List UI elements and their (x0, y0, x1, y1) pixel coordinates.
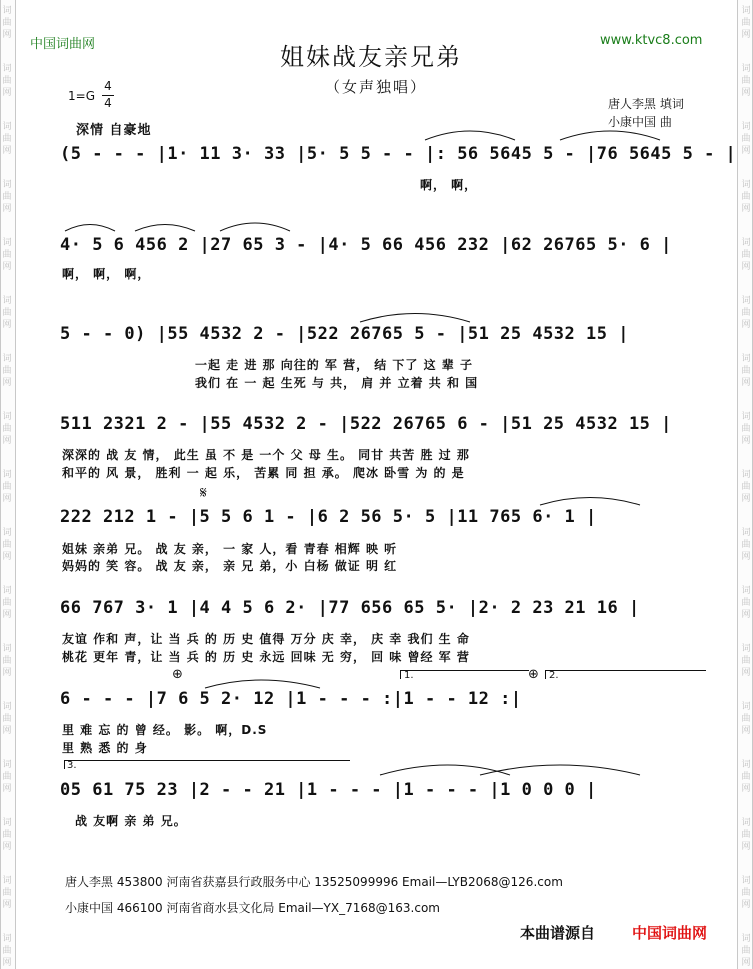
tempo-marking: 深情 自豪地 (76, 123, 152, 138)
watermark-char: 词 (2, 412, 12, 422)
watermark-char: 词 (2, 470, 12, 480)
watermark-char: 词 (741, 644, 751, 654)
time-signature-top: 4 (104, 79, 112, 93)
coda-sign-2: ⊕ (528, 667, 539, 682)
watermark-char: 词 (741, 586, 751, 596)
watermark-char: 网 (2, 552, 12, 562)
watermark-char: 词 (2, 180, 12, 190)
watermark-char: 曲 (2, 772, 12, 782)
watermark-char: 网 (741, 726, 751, 736)
watermark-char: 词 (2, 818, 12, 828)
lyric-row-6-line-2: 桃花 更年 青，让 当 兵 的 历 史 永远 回味 无 穷， 回 味 曾经 军 营 (62, 650, 470, 664)
watermark-char: 曲 (741, 714, 751, 724)
composer-credit: 小康中国 曲 (608, 115, 672, 129)
watermark-char: 词 (2, 238, 12, 248)
watermark-char: 网 (741, 320, 751, 330)
watermark-char: 词 (741, 818, 751, 828)
watermark-char: 网 (2, 262, 12, 272)
watermark-char: 网 (2, 436, 12, 446)
song-subtitle: （女声独唱） (325, 78, 428, 96)
watermark-char: 曲 (741, 424, 751, 434)
watermark-char: 网 (741, 88, 751, 98)
watermark-char: 网 (2, 30, 12, 40)
watermark-char: 词 (2, 6, 12, 16)
watermark-char: 词 (741, 64, 751, 74)
watermark-char: 曲 (2, 250, 12, 260)
lyric-row-8-line-1: 战 友啊 亲 弟 兄。 (75, 814, 187, 828)
watermark-char: 曲 (2, 366, 12, 376)
watermark-char: 曲 (2, 540, 12, 550)
lyric-row-2-line-1: 啊， 啊， 啊， (62, 267, 151, 281)
lyric-row-5-line-2: 妈妈的 笑 容。 战 友 亲， 亲 兄 弟，小 白杨 做证 明 红 (62, 559, 398, 573)
watermark-char: 网 (2, 668, 12, 678)
watermark-char: 网 (741, 552, 751, 562)
watermark-char: 曲 (2, 76, 12, 86)
watermark-char: 词 (2, 122, 12, 132)
watermark-char: 网 (741, 668, 751, 678)
watermark-char: 网 (741, 436, 751, 446)
watermark-char: 网 (2, 320, 12, 330)
lyric-row-3-line-1: 一起 走 进 那 向往的 军 营， 结 下了 这 辈 子 (195, 358, 473, 372)
watermark-char: 网 (741, 784, 751, 794)
watermark-char: 网 (741, 378, 751, 388)
contact-composer: 小康中国 466100 河南省商水县文化局 Email—YX_7168@163.com (65, 901, 440, 915)
first-ending-number: 1. (404, 670, 414, 681)
site-url-right[interactable]: www.ktvc8.com (600, 33, 703, 48)
notation-row-2: 4· 5 6 456 2 |27 65 3 - |4· 5 66 456 232 |62 26765 5· 6 | (60, 235, 672, 255)
lyric-row-7-line-1: 里 难 忘 的 曾 经。 影。 啊，D.S (62, 723, 268, 737)
lyric-row-6-line-1: 友谊 作和 声，让 当 兵 的 历 史 值得 万分 庆 幸， 庆 幸 我们 生 命 (62, 632, 470, 646)
watermark-char: 曲 (741, 482, 751, 492)
watermark-char: 曲 (2, 888, 12, 898)
source-label: 本曲谱源自 (520, 924, 596, 942)
watermark-char: 网 (2, 88, 12, 98)
watermark-char: 曲 (2, 18, 12, 28)
watermark-char: 词 (741, 528, 751, 538)
watermark-char: 曲 (741, 656, 751, 666)
watermark-char: 曲 (741, 192, 751, 202)
watermark-char: 词 (2, 702, 12, 712)
watermark-char: 词 (741, 760, 751, 770)
key-signature: 1=G (68, 89, 95, 103)
watermark-char: 词 (741, 470, 751, 480)
lyric-row-1-line-1: 啊， 啊， (420, 178, 478, 192)
watermark-char: 词 (741, 354, 751, 364)
watermark-char: 词 (741, 702, 751, 712)
watermark-char: 曲 (741, 308, 751, 318)
song-title: 姐妹战友亲兄弟 (280, 43, 462, 71)
watermark-char: 网 (2, 146, 12, 156)
watermark-char: 曲 (2, 830, 12, 840)
notation-row-3: 5 - - 0) |55 4532 2 - |522 26765 5 - |51 25 4532 15 | (60, 324, 629, 344)
watermark-char: 网 (741, 30, 751, 40)
watermark-char: 词 (741, 876, 751, 886)
watermark-char: 网 (741, 958, 751, 968)
watermark-char: 网 (741, 610, 751, 620)
watermark-char: 曲 (2, 308, 12, 318)
watermark-char: 曲 (741, 366, 751, 376)
notation-row-6: 66 767 3· 1 |4 4 5 6 2· |77 656 65 5· |2· 2 23 21 16 | (60, 598, 640, 618)
watermark-char: 词 (2, 876, 12, 886)
watermark-char: 曲 (2, 134, 12, 144)
coda-sign-1: ⊕ (172, 667, 183, 682)
watermark-char: 曲 (2, 192, 12, 202)
watermark-char: 词 (741, 412, 751, 422)
watermark-char: 词 (2, 934, 12, 944)
watermark-char: 曲 (2, 714, 12, 724)
notation-row-8: 05 61 75 23 |2 - - 21 |1 - - - |1 - - - |1 0 0 0 | (60, 780, 597, 800)
watermark-char: 网 (2, 378, 12, 388)
watermark-char: 曲 (741, 250, 751, 260)
watermark-char: 网 (741, 494, 751, 504)
third-ending-number: 3. (67, 760, 77, 771)
watermark-char: 词 (2, 64, 12, 74)
watermark-char: 曲 (741, 540, 751, 550)
segno-sign: 𝄋 (200, 483, 207, 502)
watermark-char: 网 (741, 842, 751, 852)
watermark-char: 词 (2, 644, 12, 654)
lyric-row-4-line-1: 深深的 战 友 情， 此生 虽 不 是 一个 父 母 生。 同甘 共苦 胜 过 那 (62, 448, 470, 462)
watermark-char: 网 (2, 726, 12, 736)
watermark-char: 曲 (741, 772, 751, 782)
notation-row-4: 511 2321 2 - |55 4532 2 - |522 26765 6 - |51 25 4532 15 | (60, 414, 672, 434)
watermark-char: 词 (2, 760, 12, 770)
watermark-char: 网 (2, 958, 12, 968)
watermark-char: 词 (2, 528, 12, 538)
watermark-char: 曲 (2, 946, 12, 956)
watermark-char: 网 (741, 204, 751, 214)
watermark-char: 词 (2, 296, 12, 306)
watermark-char: 曲 (2, 424, 12, 434)
watermark-char: 网 (2, 494, 12, 504)
watermark-char: 网 (2, 204, 12, 214)
watermark-char: 词 (741, 180, 751, 190)
watermark-char: 词 (741, 122, 751, 132)
watermark-char: 网 (2, 610, 12, 620)
lyric-row-4-line-2: 和平的 风 景， 胜利 一 起 乐， 苦累 同 担 承。 爬冰 卧雪 为 的 是 (62, 466, 465, 480)
source-site-link[interactable]: 中国词曲网 (632, 924, 708, 942)
watermark-char: 词 (741, 296, 751, 306)
contact-lyricist: 唐人李黑 453800 河南省获嘉县行政服务中心 13525099996 Email—LYB2068@126.com (65, 875, 563, 889)
lyric-row-5-line-1: 姐妹 亲弟 兄。 战 友 亲， 一 家 人，看 青春 相辉 映 听 (62, 542, 398, 556)
notation-row-5: 222 212 1 - |5 5 6 1 - |6 2 56 5· 5 |11 765 6· 1 | (60, 507, 597, 527)
watermark-char: 曲 (741, 946, 751, 956)
watermark-char: 网 (741, 262, 751, 272)
site-name-left[interactable]: 中国词曲网 (30, 37, 96, 52)
watermark-char: 曲 (741, 76, 751, 86)
watermark-char: 词 (741, 238, 751, 248)
watermark-char: 网 (2, 900, 12, 910)
watermark-char: 网 (2, 784, 12, 794)
notation-row-1: (5 - - - |1· 11 3· 33 |5· 5 5 - - |: 56 5645 5 - |76 5645 5 - | (60, 144, 737, 164)
watermark-char: 曲 (2, 482, 12, 492)
watermark-char: 曲 (741, 598, 751, 608)
lyricist-credit: 唐人李黑 填词 (608, 97, 684, 111)
time-signature-bottom: 4 (104, 96, 112, 110)
watermark-char: 曲 (741, 888, 751, 898)
watermark-char: 网 (2, 842, 12, 852)
watermark-char: 曲 (2, 656, 12, 666)
watermark-char: 曲 (741, 830, 751, 840)
lyric-row-7-line-2: 里 熟 悉 的 身 (62, 741, 148, 755)
watermark-char: 词 (741, 934, 751, 944)
watermark-char: 词 (2, 354, 12, 364)
second-ending-number: 2. (549, 670, 559, 681)
watermark-char: 曲 (2, 598, 12, 608)
watermark-char: 词 (2, 586, 12, 596)
lyric-row-3-line-2: 我们 在 一 起 生死 与 共， 肩 并 立着 共 和 国 (195, 376, 479, 390)
watermark-char: 曲 (741, 134, 751, 144)
watermark-char: 词 (741, 6, 751, 16)
watermark-char: 曲 (741, 18, 751, 28)
watermark-char: 网 (741, 900, 751, 910)
watermark-char: 网 (741, 146, 751, 156)
notation-row-7: 6 - - - |7 6 5 2· 12 |1 - - - :|1 - - 12 :| (60, 689, 522, 709)
